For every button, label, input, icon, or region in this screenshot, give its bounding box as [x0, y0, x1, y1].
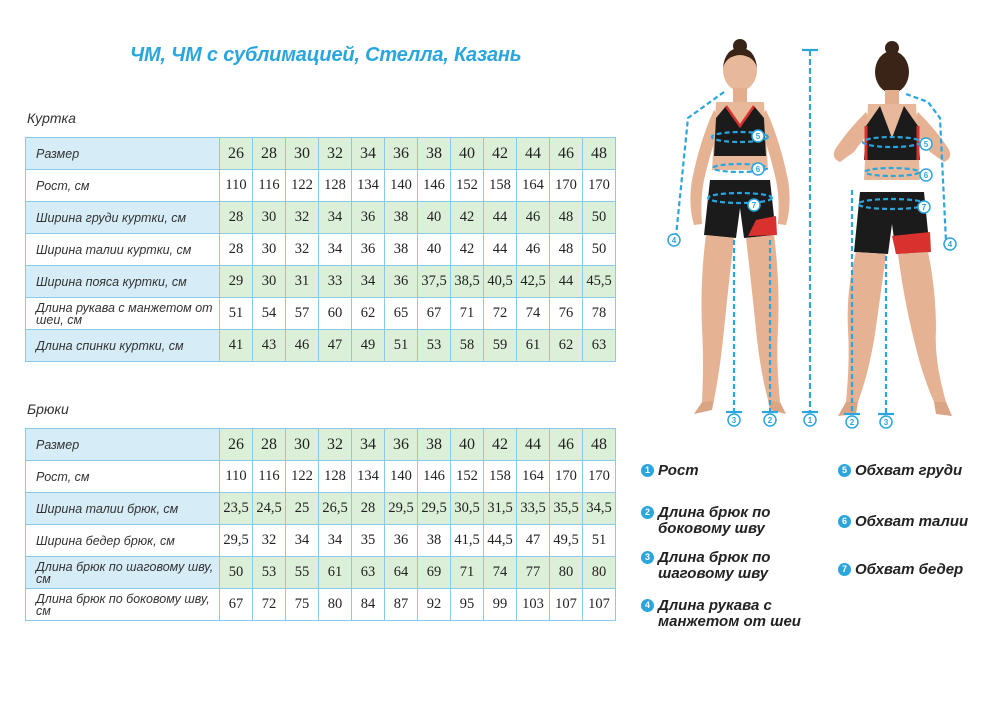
- table-cell: 64: [385, 557, 418, 589]
- front-marker: [668, 234, 680, 246]
- row-label: Ширина пояса куртки, см: [26, 266, 220, 298]
- table-cell: 110: [220, 461, 253, 493]
- front-marker: [764, 414, 776, 426]
- table-cell: 72: [253, 589, 286, 621]
- table-cell: 33: [319, 266, 352, 298]
- table-cell: 158: [484, 170, 517, 202]
- table-cell: 170: [550, 461, 583, 493]
- table-cell: 32: [286, 202, 319, 234]
- legend-text: Обхват талии: [855, 513, 969, 530]
- table-cell: 80: [550, 557, 583, 589]
- table-cell: 30,5: [451, 493, 484, 525]
- table-cell: 164: [517, 170, 550, 202]
- table-cell: 40: [418, 202, 451, 234]
- table-cell: 48: [583, 429, 616, 461]
- table-cell: 146: [418, 461, 451, 493]
- table-cell: 63: [583, 330, 616, 362]
- table-cell: 103: [517, 589, 550, 621]
- table-cell: 28: [253, 138, 286, 170]
- table-cell: 74: [484, 557, 517, 589]
- table-cell: 34,5: [583, 493, 616, 525]
- table-cell: 48: [583, 138, 616, 170]
- table-cell: 107: [550, 589, 583, 621]
- table-row: [26, 557, 616, 589]
- table-cell: 34: [286, 525, 319, 557]
- table-cell: 28: [253, 429, 286, 461]
- table-cell: 35: [352, 525, 385, 557]
- table-cell: 46: [286, 330, 319, 362]
- table-cell: 59: [484, 330, 517, 362]
- table-cell: 122: [286, 461, 319, 493]
- table-cell: 40: [451, 429, 484, 461]
- svg-text:5: 5: [923, 140, 929, 149]
- table-cell: 49: [352, 330, 385, 362]
- table-cell: 43: [253, 330, 286, 362]
- table-cell: 26,5: [319, 493, 352, 525]
- table-cell: 87: [385, 589, 418, 621]
- jacket-section-label: Куртка: [27, 110, 76, 126]
- table-cell: 44: [550, 266, 583, 298]
- table-cell: 92: [418, 589, 451, 621]
- table-cell: 140: [385, 461, 418, 493]
- table-cell: 44: [517, 429, 550, 461]
- legend-item: [838, 562, 988, 578]
- table-cell: 31: [286, 266, 319, 298]
- table-cell: 25: [286, 493, 319, 525]
- row-label: Длина спинки куртки, см: [26, 330, 220, 362]
- legend-number-icon: 1: [641, 464, 654, 477]
- table-cell: 53: [418, 330, 451, 362]
- svg-text:5: 5: [755, 132, 761, 141]
- table-cell: 40: [418, 234, 451, 266]
- pants-size-table: [25, 428, 616, 621]
- table-cell: 53: [253, 557, 286, 589]
- table-row: [26, 266, 616, 298]
- table-cell: 50: [583, 234, 616, 266]
- table-cell: 42: [484, 138, 517, 170]
- table-cell: 29,5: [220, 525, 253, 557]
- table-cell: 71: [451, 298, 484, 330]
- table-row: [26, 461, 616, 493]
- table-cell: 62: [352, 298, 385, 330]
- back-marker: [846, 416, 858, 428]
- table-cell: 152: [451, 170, 484, 202]
- table-row: [26, 525, 616, 557]
- legend-number-icon: 7: [838, 563, 851, 576]
- table-cell: 26: [220, 429, 253, 461]
- table-row: [26, 429, 616, 461]
- table-cell: 34: [352, 429, 385, 461]
- table-cell: 48: [550, 202, 583, 234]
- back-marker: [880, 416, 892, 428]
- table-cell: 32: [319, 429, 352, 461]
- legend-item: [641, 505, 811, 537]
- table-cell: 36: [385, 525, 418, 557]
- svg-text:3: 3: [731, 416, 737, 425]
- row-label: Ширина груди куртки, см: [26, 202, 220, 234]
- svg-text:1: 1: [807, 416, 813, 425]
- page-title: ЧМ, ЧМ с сублимацией, Стелла, Казань: [130, 44, 522, 66]
- legend-number-icon: 6: [838, 515, 851, 528]
- front-marker: [728, 414, 740, 426]
- table-cell: 51: [385, 330, 418, 362]
- table-cell: 44: [517, 138, 550, 170]
- legend-text: Обхват бедер: [855, 561, 964, 578]
- table-cell: 140: [385, 170, 418, 202]
- table-cell: 28: [352, 493, 385, 525]
- pants-section-label: Брюки: [27, 401, 69, 417]
- table-cell: 80: [583, 557, 616, 589]
- table-cell: 40,5: [484, 266, 517, 298]
- legend-text: Длина брюк по боковому шву: [658, 504, 771, 537]
- table-cell: 158: [484, 461, 517, 493]
- svg-text:2: 2: [767, 416, 773, 425]
- table-cell: 67: [418, 298, 451, 330]
- table-cell: 38: [385, 202, 418, 234]
- table-cell: 36: [385, 266, 418, 298]
- table-cell: 61: [517, 330, 550, 362]
- table-cell: 32: [319, 138, 352, 170]
- table-cell: 51: [583, 525, 616, 557]
- table-cell: 78: [583, 298, 616, 330]
- table-cell: 170: [583, 461, 616, 493]
- table-cell: 146: [418, 170, 451, 202]
- table-row: [26, 170, 616, 202]
- front-model-figure: [690, 39, 789, 414]
- table-cell: 61: [319, 557, 352, 589]
- table-cell: 34: [352, 266, 385, 298]
- table-cell: 47: [319, 330, 352, 362]
- table-cell: 134: [352, 461, 385, 493]
- table-row: [26, 298, 616, 330]
- table-cell: 95: [451, 589, 484, 621]
- svg-text:6: 6: [755, 165, 761, 174]
- table-cell: 62: [550, 330, 583, 362]
- table-cell: 44,5: [484, 525, 517, 557]
- svg-text:2: 2: [849, 418, 855, 427]
- front-marker: [804, 414, 816, 426]
- table-cell: 42: [451, 202, 484, 234]
- table-cell: 48: [550, 234, 583, 266]
- table-cell: 28: [220, 202, 253, 234]
- table-cell: 29: [220, 266, 253, 298]
- table-cell: 69: [418, 557, 451, 589]
- table-cell: 45,5: [583, 266, 616, 298]
- table-cell: 46: [550, 138, 583, 170]
- legend-item: [641, 598, 831, 630]
- table-cell: 24,5: [253, 493, 286, 525]
- table-cell: 76: [550, 298, 583, 330]
- table-cell: 41,5: [451, 525, 484, 557]
- table-cell: 128: [319, 461, 352, 493]
- table-cell: 26: [220, 138, 253, 170]
- legend-item: [641, 550, 811, 582]
- table-cell: 134: [352, 170, 385, 202]
- table-row: [26, 234, 616, 266]
- table-cell: 46: [550, 429, 583, 461]
- table-cell: 65: [385, 298, 418, 330]
- row-label: Ширина талии куртки, см: [26, 234, 220, 266]
- table-row: [26, 330, 616, 362]
- table-cell: 170: [550, 170, 583, 202]
- table-cell: 34: [352, 138, 385, 170]
- legend-item: [641, 463, 791, 479]
- table-row: [26, 202, 616, 234]
- table-cell: 36: [385, 429, 418, 461]
- back-marker: [944, 238, 956, 250]
- table-cell: 30: [253, 234, 286, 266]
- row-label: Ширина бедер брюк, см: [26, 525, 220, 557]
- table-cell: 128: [319, 170, 352, 202]
- table-cell: 30: [253, 202, 286, 234]
- legend-number-icon: 2: [641, 506, 654, 519]
- table-cell: 42,5: [517, 266, 550, 298]
- table-cell: 37,5: [418, 266, 451, 298]
- table-cell: 42: [451, 234, 484, 266]
- table-cell: 46: [517, 234, 550, 266]
- table-cell: 38: [385, 234, 418, 266]
- table-cell: 54: [253, 298, 286, 330]
- table-cell: 122: [286, 170, 319, 202]
- legend-text: Рост: [658, 462, 699, 479]
- row-label: Ширина талии брюк, см: [26, 493, 220, 525]
- back-marker: [920, 169, 932, 181]
- table-cell: 49,5: [550, 525, 583, 557]
- table-cell: 50: [220, 557, 253, 589]
- table-cell: 34: [319, 234, 352, 266]
- table-cell: 110: [220, 170, 253, 202]
- front-marker: [752, 163, 764, 175]
- table-cell: 29,5: [385, 493, 418, 525]
- table-cell: 44: [484, 202, 517, 234]
- table-cell: 152: [451, 461, 484, 493]
- table-cell: 30: [286, 429, 319, 461]
- table-cell: 116: [253, 461, 286, 493]
- table-cell: 74: [517, 298, 550, 330]
- table-cell: 107: [583, 589, 616, 621]
- table-cell: 72: [484, 298, 517, 330]
- table-cell: 116: [253, 170, 286, 202]
- table-cell: 170: [583, 170, 616, 202]
- table-cell: 47: [517, 525, 550, 557]
- table-cell: 51: [220, 298, 253, 330]
- table-cell: 38: [418, 138, 451, 170]
- front-marker: [752, 130, 764, 142]
- table-cell: 77: [517, 557, 550, 589]
- legend-text: Длина брюк по шаговому шву: [658, 549, 771, 582]
- table-cell: 32: [286, 234, 319, 266]
- table-cell: 50: [583, 202, 616, 234]
- table-cell: 67: [220, 589, 253, 621]
- table-cell: 80: [319, 589, 352, 621]
- row-label: Размер: [26, 429, 220, 461]
- row-label: Длина рукава с манжетом от шеи, см: [26, 298, 220, 330]
- table-cell: 55: [286, 557, 319, 589]
- table-cell: 63: [352, 557, 385, 589]
- back-marker: [918, 201, 930, 213]
- legend-text: Длина рукава с манжетом от шеи: [658, 597, 801, 630]
- table-cell: 38: [418, 429, 451, 461]
- table-cell: 32: [253, 525, 286, 557]
- table-cell: 164: [517, 461, 550, 493]
- svg-text:7: 7: [921, 203, 927, 212]
- table-cell: 30: [286, 138, 319, 170]
- table-cell: 30: [253, 266, 286, 298]
- table-row: [26, 589, 616, 621]
- table-cell: 41: [220, 330, 253, 362]
- table-cell: 71: [451, 557, 484, 589]
- table-cell: 36: [352, 234, 385, 266]
- table-cell: 34: [319, 525, 352, 557]
- table-row: [26, 138, 616, 170]
- legend-text: Обхват груди: [855, 462, 963, 479]
- svg-text:6: 6: [923, 171, 929, 180]
- table-cell: 60: [319, 298, 352, 330]
- table-cell: 36: [385, 138, 418, 170]
- legend-number-icon: 3: [641, 551, 654, 564]
- table-cell: 38,5: [451, 266, 484, 298]
- table-cell: 28: [220, 234, 253, 266]
- svg-text:4: 4: [947, 240, 953, 249]
- legend-item: [838, 514, 988, 530]
- svg-text:4: 4: [671, 236, 677, 245]
- table-cell: 33,5: [517, 493, 550, 525]
- table-cell: 58: [451, 330, 484, 362]
- back-marker: [920, 138, 932, 150]
- table-cell: 36: [352, 202, 385, 234]
- svg-text:7: 7: [751, 201, 757, 210]
- legend-item: [838, 463, 988, 479]
- model-measurement-figure: [630, 30, 990, 430]
- row-label: Размер: [26, 138, 220, 170]
- table-cell: 75: [286, 589, 319, 621]
- table-row: [26, 493, 616, 525]
- table-cell: 34: [319, 202, 352, 234]
- table-cell: 23,5: [220, 493, 253, 525]
- table-cell: 44: [484, 234, 517, 266]
- svg-text:3: 3: [883, 418, 889, 427]
- table-cell: 46: [517, 202, 550, 234]
- table-cell: 35,5: [550, 493, 583, 525]
- table-cell: 40: [451, 138, 484, 170]
- row-label: Длина брюк по шаговому шву, см: [26, 557, 220, 589]
- table-cell: 38: [418, 525, 451, 557]
- front-marker: [748, 199, 760, 211]
- legend-number-icon: 5: [838, 464, 851, 477]
- table-cell: 99: [484, 589, 517, 621]
- table-cell: 57: [286, 298, 319, 330]
- row-label: Длина брюк по боковому шву, см: [26, 589, 220, 621]
- table-cell: 31,5: [484, 493, 517, 525]
- table-cell: 84: [352, 589, 385, 621]
- jacket-size-table: [25, 137, 616, 362]
- legend-number-icon: 4: [641, 599, 654, 612]
- row-label: Рост, см: [26, 461, 220, 493]
- row-label: Рост, см: [26, 170, 220, 202]
- table-cell: 29,5: [418, 493, 451, 525]
- table-cell: 42: [484, 429, 517, 461]
